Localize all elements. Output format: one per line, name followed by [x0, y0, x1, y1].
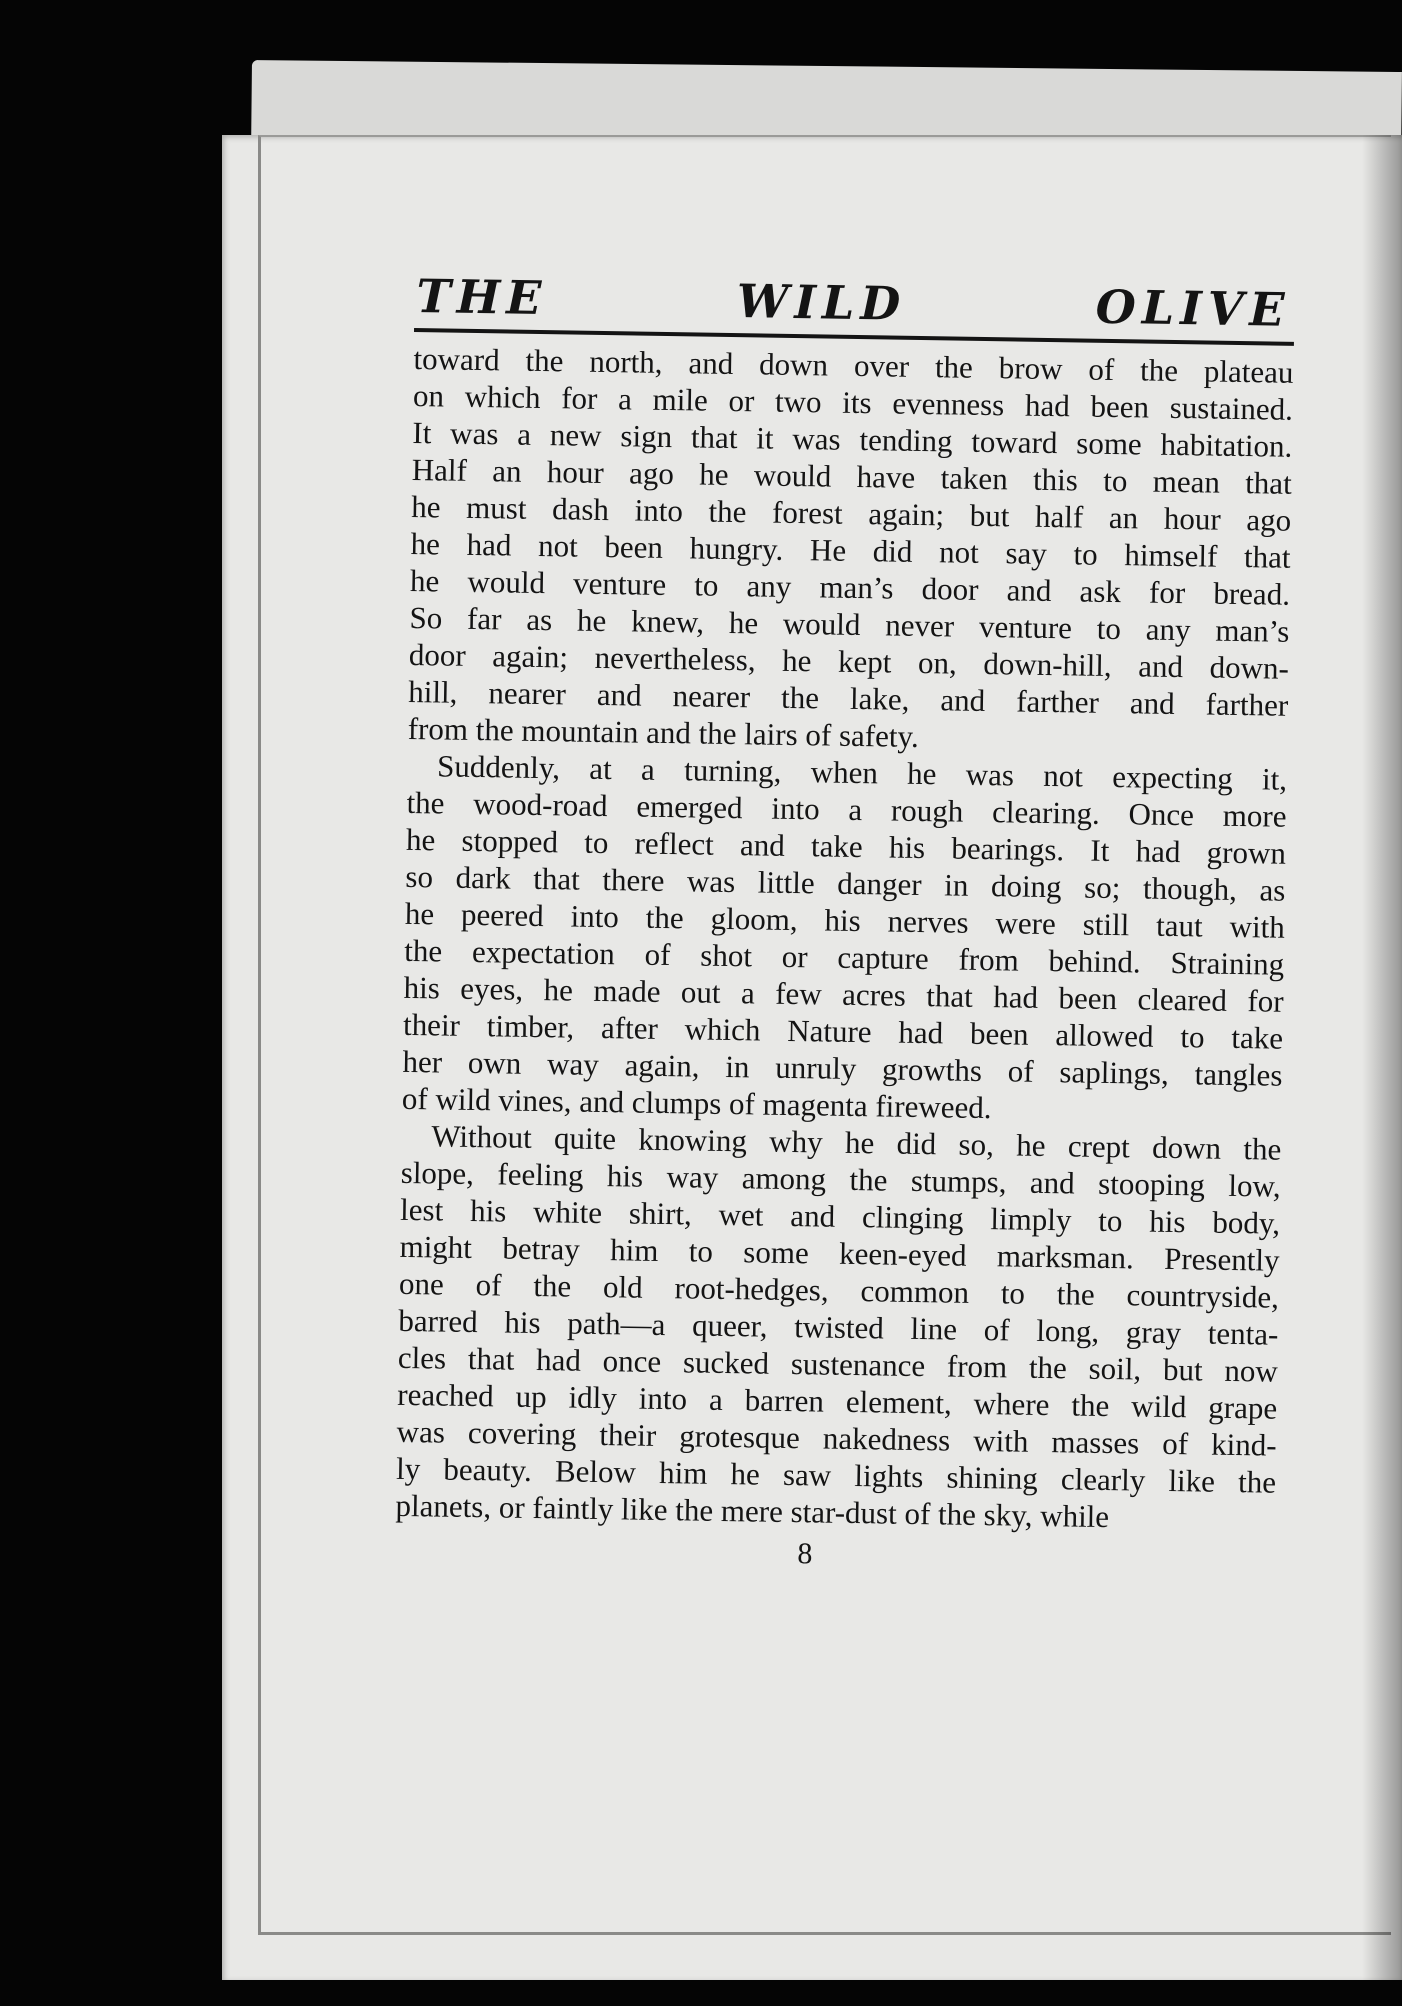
paragraph	[395, 1117, 1281, 1538]
text-line: It was a new sign that it was tending toward some habitation.	[412, 414, 1293, 464]
running-head-word: OLIVE	[1095, 279, 1291, 337]
text-line: might betray him to some keen-eyed marksman. Presently	[399, 1228, 1280, 1278]
text-line: Without quite knowing why he did so, he crept down the	[431, 1118, 1282, 1167]
running-head-word: WILD	[736, 274, 907, 331]
text-line: he stopped to reflect and take his bearings. It had grown	[405, 821, 1287, 871]
text-block	[395, 268, 1295, 1580]
text-line: their timber, after which Nature had been allowed to take	[402, 1006, 1284, 1056]
text-line: toward the north, and down over the brow of the plateau	[413, 340, 1294, 390]
page-number: 8	[797, 1537, 813, 1571]
text-line: he would venture to any man’s door and ask for bread.	[409, 562, 1291, 612]
binding-shadow	[1362, 135, 1402, 1980]
paragraph	[402, 747, 1288, 1131]
text-line: on which for a mile or two its evenness had been sustained.	[412, 377, 1294, 427]
running-head-word: THE	[416, 269, 548, 326]
text-line: he must dash into the forest again; but half an hour ago	[410, 488, 1292, 538]
text-line: lest his white shirt, wet and clinging limply to his body,	[399, 1191, 1281, 1241]
text-line: ly beauty. Below him he saw lights shining clearly like the	[395, 1450, 1277, 1500]
body-text	[395, 340, 1293, 1538]
text-line: slope, feeling his way among the stumps, and stooping low,	[400, 1154, 1281, 1204]
text-line: barred his path—a queer, twisted line of long, gray tenta-	[398, 1302, 1279, 1352]
text-line: from the mountain and the lairs of safety.	[407, 710, 920, 754]
text-line: his eyes, he made out a few acres that had been cleared for	[403, 969, 1284, 1019]
text-line: the expectation of shot or capture from behind. Straining	[404, 932, 1285, 982]
text-line: Suddenly, at a turning, when he was not expecting it,	[436, 748, 1288, 797]
text-line: was covering their grotesque nakedness with masses of kind-	[396, 1413, 1277, 1463]
text-line: planets, or faintly like the mere star-dust of the sky, while	[395, 1487, 1110, 1535]
text-line: he peered into the gloom, his nerves were still taut with	[404, 895, 1286, 945]
text-line: reached up idly into a barren element, where the wild grape	[397, 1376, 1278, 1426]
text-line: cles that had once sucked sustenance from the soil, but now	[397, 1339, 1279, 1389]
running-head	[414, 268, 1295, 346]
text-line: So far as he knew, he would never venture to any man’s	[409, 599, 1290, 649]
text-line: he had not been hungry. He did not say to himself that	[410, 525, 1291, 575]
text-line: hill, nearer and nearer the lake, and farther and farther	[408, 673, 1289, 723]
text-line: of wild vines, and clumps of magenta fireweed.	[401, 1080, 992, 1126]
text-line: her own way again, in unruly growths of saplings, tangles	[402, 1043, 1283, 1093]
text-line: one of the old root-hedges, common to the countryside,	[398, 1265, 1280, 1315]
paragraph	[407, 340, 1293, 761]
text-line: Half an hour ago he would have taken this to mean that	[411, 451, 1293, 501]
text-line: door again; nevertheless, he kept on, down-hill, and down-	[408, 636, 1290, 686]
text-line: so dark that there was little danger in doing so; though, as	[405, 858, 1286, 908]
text-line: the wood-road emerged into a rough clearing. Once more	[406, 784, 1287, 834]
